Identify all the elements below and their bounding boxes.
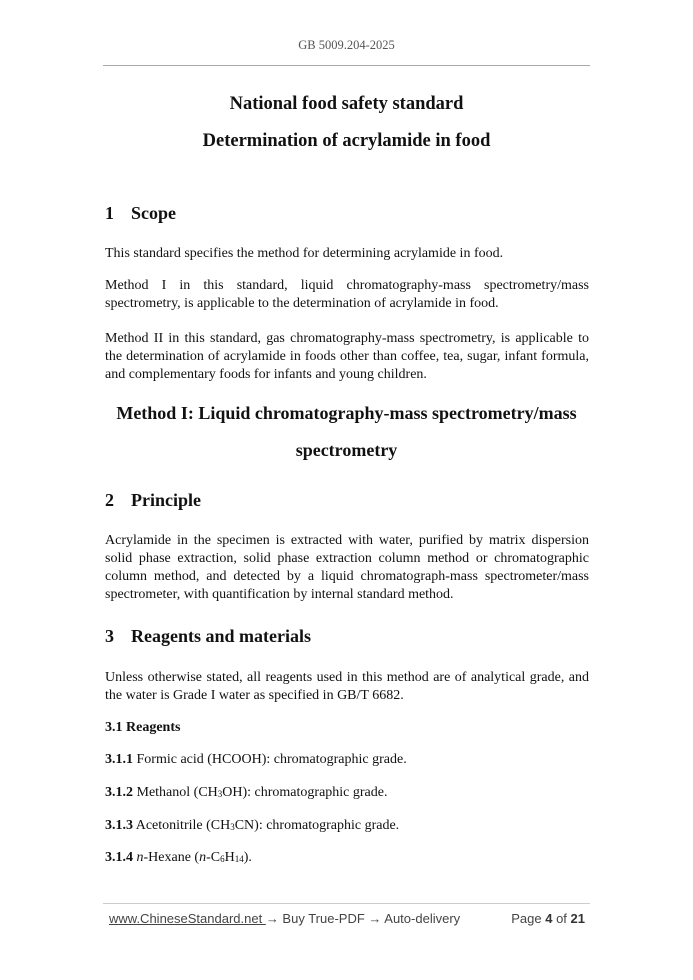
item-text: CN): chromatographic grade. xyxy=(234,818,400,833)
buy-pdf-text: Buy True-PDF xyxy=(278,911,369,926)
item-number: 3.1.2 xyxy=(105,785,133,800)
footer-divider xyxy=(103,903,590,904)
principle-paragraph: Acrylamide in the specimen is extracted with water, purified by matrix dispersion solid phase extraction, solid phase extraction column method or chromatographic column method, and detected by a liquid chromatograph-mass spectrometer/mass spectrometer, with quantification by internal standard method. xyxy=(105,533,589,602)
subscript: 6 xyxy=(220,854,225,864)
item-text: -C xyxy=(206,850,221,865)
item-text: ). xyxy=(243,850,252,865)
method-title-line-2: spectrometry xyxy=(295,440,398,460)
item-text: Acetonitrile (CH xyxy=(135,818,231,833)
method-title-line-1: Method I: Liquid chromatography-mass spectrometry/mass xyxy=(116,403,577,423)
reagents-paragraph: Unless otherwise stated, all reagents used in this method are of analytical grade, and the water is Grade I water as specified in GB/T 6682. xyxy=(105,670,589,703)
page-of: of xyxy=(556,911,567,926)
scope-paragraph-2-line-1: Method I in this standard, liquid chromatography-mass spectrometry/mass xyxy=(105,278,589,293)
scope-paragraph-2-line-2: spectrometry, is applicable to the determination of acrylamide in food. xyxy=(105,296,499,311)
page-footer xyxy=(109,911,585,926)
subscript: 14 xyxy=(234,854,244,864)
arrow-right-icon: → xyxy=(368,911,382,926)
italic-prefix: n xyxy=(199,850,207,865)
standard-title: National food safety standard xyxy=(229,94,464,114)
page-total: 21 xyxy=(570,911,585,926)
page-current: 4 xyxy=(545,911,553,926)
scope-paragraph-1: This standard specifies the method for determining acrylamide in food. xyxy=(105,246,504,261)
item-text: H xyxy=(224,850,235,865)
scope-paragraph-3: Method II in this standard, gas chromatography-mass spectrometry, is applicable to the determination of acrylamide in foods other than coffee, tea, sugar, infant formula, and complementary foods for infants and young children. xyxy=(105,331,589,382)
item-number: 3.1.1 xyxy=(105,752,133,767)
section-number: 1 xyxy=(105,203,114,223)
reagent-item xyxy=(105,850,252,866)
section-heading-principle xyxy=(105,490,201,511)
reagent-item xyxy=(105,785,387,801)
subscript: 3 xyxy=(217,789,223,799)
document-code-header: GB 5009.204-2025 xyxy=(298,38,395,52)
section-number: 2 xyxy=(105,490,114,510)
section-title: Reagents and materials xyxy=(131,626,311,646)
reagent-item xyxy=(105,752,407,768)
subscript: 3 xyxy=(230,822,235,832)
reagent-item xyxy=(105,818,399,834)
item-number: 3.1.4 xyxy=(105,850,133,865)
chinesestandard-link[interactable]: www.ChineseStandard.net xyxy=(109,911,266,926)
page-indicator xyxy=(511,911,585,926)
item-text: OH): chromatographic grade. xyxy=(222,785,388,800)
subsection-title: 3.1 Reagents xyxy=(105,720,181,735)
section-heading-scope xyxy=(105,203,176,224)
page-label: Page xyxy=(511,911,542,926)
arrow-right-icon: → xyxy=(265,911,279,926)
section-title: Principle xyxy=(131,490,201,510)
item-number: 3.1.3 xyxy=(105,818,133,833)
standard-subtitle: Determination of acrylamide in food xyxy=(202,131,491,151)
subsection-heading-reagents xyxy=(105,720,180,736)
auto-delivery-text: Auto-delivery xyxy=(381,911,461,926)
item-text: Formic acid (HCOOH): chromatographic grade. xyxy=(136,752,407,767)
item-text: -Hexane ( xyxy=(143,850,200,865)
italic-prefix: n xyxy=(136,850,144,865)
item-text: Methanol (CH xyxy=(136,785,218,800)
section-title: Scope xyxy=(131,203,176,223)
section-heading-reagents xyxy=(105,626,311,647)
footer-promo xyxy=(109,911,460,926)
header-divider xyxy=(103,65,590,66)
section-number: 3 xyxy=(105,626,114,646)
